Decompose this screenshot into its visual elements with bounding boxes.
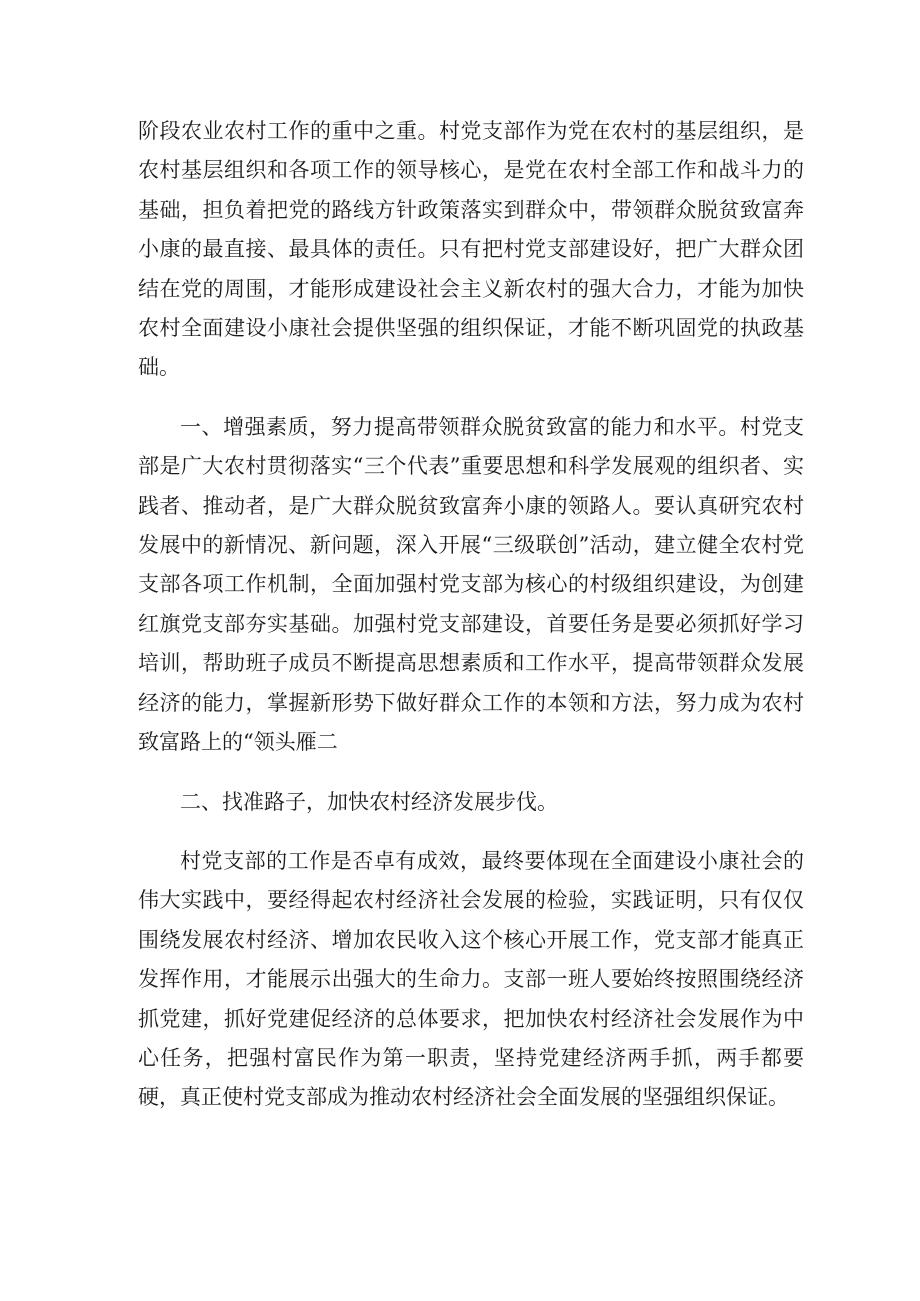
paragraph-section-two-body: 村党支部的工作是否卓有成效，最终要体现在全面建设小康社会的伟大实践中，要经得起农村经济社会发展的检验，实践证明，只有仅仅围绕发展农村经济、增加农民收入这个核心开展工作，党支部才能真正发挥作用，才能展示出强大的生命力。支部一班人要始终按照围绕经济抓党建，抓好党建促经济的总体要求，把加快农村经济社会发展作为中心任务，把强村富民作为第一职责，坚持党建经济两手抓，两手都要硬，真正使村党支部成为推动农村经济社会全面发展的坚强组织保证。 bbox=[138, 848, 804, 1110]
paragraph-intro-continued: 阶段农业农村工作的重中之重。村党支部作为党在农村的基层组织，是农村基层组织和各项工作的领导核心，是党在农村全部工作和战斗力的基础，担负着把党的路线方针政策落实到群众中，带领群众脱贫致富奔小康的最直接、最具体的责任。只有把村党支部建设好，把广大群众团结在党的周围，才能形成建设社会主义新农村的强大合力，才能为加快农村全面建设小康社会提供坚强的组织保证，才能不断巩固党的执政基础。 bbox=[138, 119, 804, 380]
document-body bbox=[138, 112, 804, 1118]
paragraph-section-one: 一、增强素质，努力提高带领群众脱贫致富的能力和水平。村党支部是广大农村贯彻落实“三个代表”重要思想和科学发展观的组织者、实践者、推动者，是广大群众脱贫致富奔小康的领路人。要认真研究农村发展中的新情况、新问题，深入开展“三级联创”活动，建立健全农村党支部各项工作机制，全面加强村党支部为核心的村级组织建设，为创建红旗党支部夯实基础。加强村党支部建设，首要任务是要必须抓好学习培训，帮助班子成员不断提高思想素质和工作水平，提高带领群众发展经济的能力，掌握新形势下做好群众工作的本领和方法，努力成为农村致富路上的“领头雁二 bbox=[138, 414, 804, 755]
paragraph-section-two-heading: 二、找准路子，加快农村经济发展步伐。 bbox=[180, 789, 558, 814]
